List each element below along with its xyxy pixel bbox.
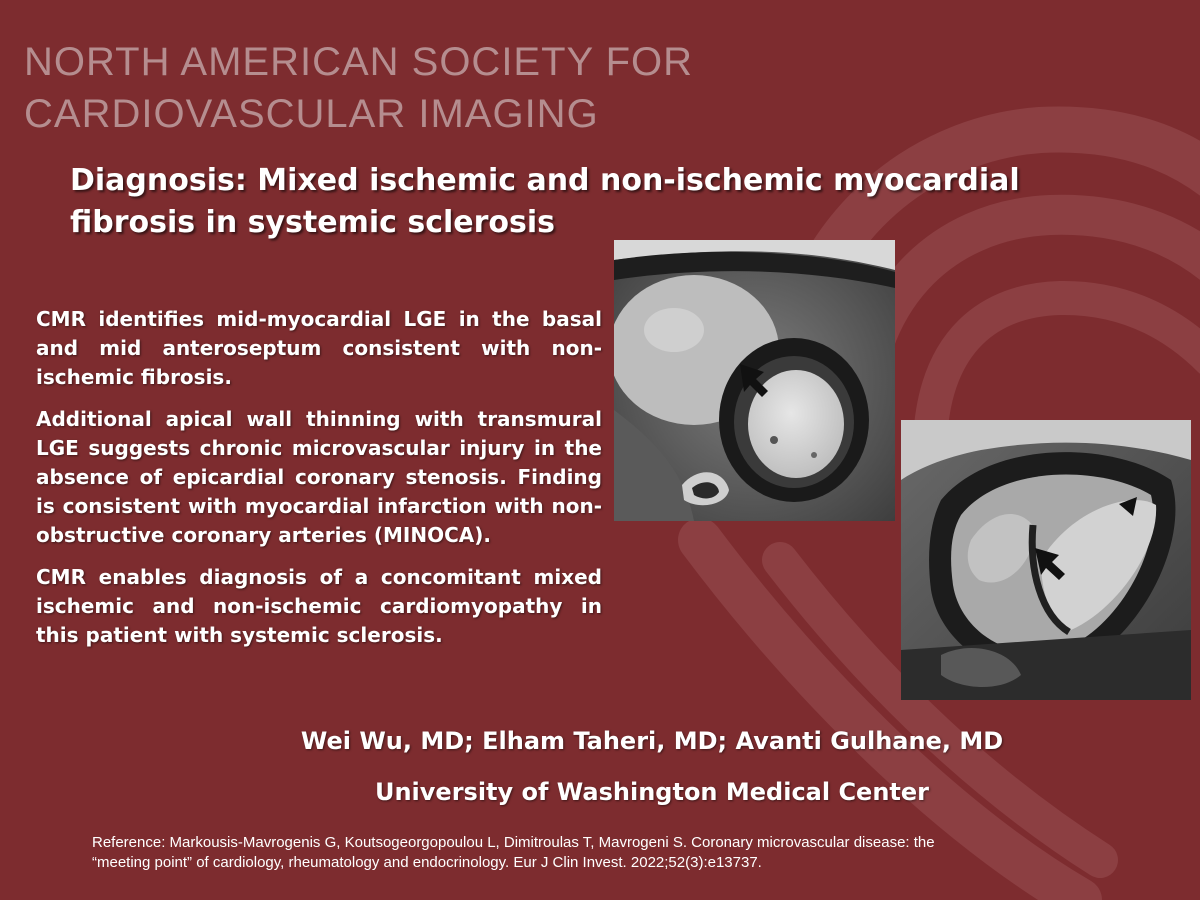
slide-title-line-2: fibrosis in systemic sclerosis	[70, 205, 556, 240]
findings-text	[36, 305, 602, 663]
slide-title-line-1: Diagnosis: Mixed ischemic and non-ischemic myocardial	[70, 163, 1020, 198]
society-name-line-2: CARDIOVASCULAR IMAGING	[24, 92, 599, 136]
findings-paragraph-1: CMR identifies mid-myocardial LGE in the basal and mid anteroseptum consistent with non-ischemic fibrosis.	[36, 307, 602, 389]
reference-citation	[92, 833, 1172, 873]
slide-title	[70, 160, 1070, 244]
reference-line-2: “meeting point” of cardiology, rheumatology and endocrinology. Eur J Clin Invest. 2022;52(3):e13737.	[92, 854, 762, 871]
findings-paragraph-2: Additional apical wall thinning with transmural LGE suggests chronic microvascular injury in the absence of epicardial coronary stenosis. Finding is consistent with myocardial infarction with non-obstructive coronary arteries (MINOCA).	[36, 407, 602, 547]
society-name	[24, 36, 693, 140]
society-name-line-1: NORTH AMERICAN SOCIETY FOR	[24, 40, 694, 84]
four-chamber-cmr-image	[901, 420, 1191, 700]
reference-line-1: Reference: Markousis-Mavrogenis G, Koutsogeorgopoulou L, Dimitroulas T, Mavrogeni S. Coronary microvascular disease: the	[92, 834, 935, 851]
institution: University of Washington Medical Center	[374, 778, 930, 806]
short-axis-cmr-image	[614, 240, 895, 521]
findings-paragraph-3: CMR enables diagnosis of a concomitant mixed ischemic and non-ischemic cardiomyopathy in this patient with systemic sclerosis.	[36, 565, 602, 647]
authors: Wei Wu, MD; Elham Taheri, MD; Avanti Gulhane, MD	[300, 727, 1004, 755]
